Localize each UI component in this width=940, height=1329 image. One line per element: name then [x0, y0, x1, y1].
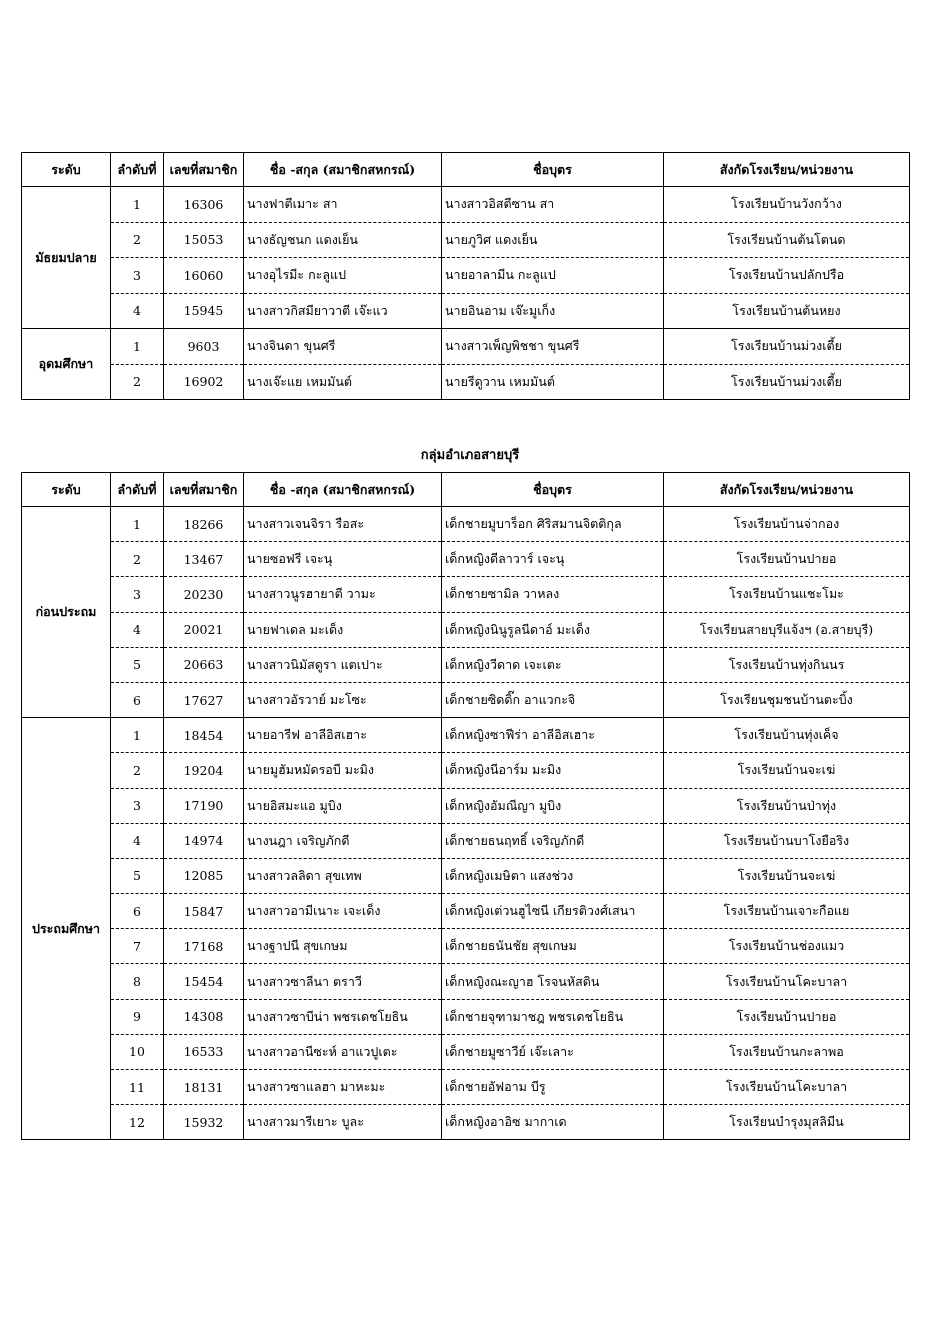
school-cell: โรงเรียนบ้านโคะบาลา	[664, 1070, 910, 1105]
member-no-cell: 18266	[164, 507, 244, 542]
name-cell: นางสาวกิสมียาวาตี เจ๊ะแว	[244, 293, 442, 329]
level-cell: ประถมศึกษา	[22, 718, 111, 1140]
school-cell: โรงเรียนบำรุงมุสลิมีน	[664, 1105, 910, 1140]
member-no-cell: 13467	[164, 542, 244, 577]
school-cell: โรงเรียนบ้านทุ่งกินนร	[664, 647, 910, 682]
table-row	[22, 647, 910, 682]
child-cell: เด็กชายธนันชัย สุขเกษม	[442, 929, 664, 964]
member-no-cell: 15053	[164, 222, 244, 258]
child-cell: เด็กหญิงอาอิซ มากาเด	[442, 1105, 664, 1140]
table-row	[22, 1034, 910, 1069]
order-cell: 4	[111, 293, 164, 329]
members-table-1	[21, 152, 910, 400]
table-row	[22, 222, 910, 258]
table-header-row	[22, 153, 910, 187]
child-cell: เด็กชายซิดดิ๊ก อาแวกะจิ	[442, 682, 664, 717]
school-cell: โรงเรียนบ้านจะเฆ่	[664, 858, 910, 893]
member-no-cell: 14974	[164, 823, 244, 858]
child-cell: เด็กหญิงซาฟีร่า อาลีอิสเฮาะ	[442, 718, 664, 753]
order-cell: 2	[111, 222, 164, 258]
child-cell: นายอินอาม เจ๊ะมูเก็ง	[442, 293, 664, 329]
member-no-cell: 20663	[164, 647, 244, 682]
school-cell: โรงเรียนบ้านม่วงเตี้ย	[664, 329, 910, 365]
order-cell: 5	[111, 647, 164, 682]
table-row	[22, 964, 910, 999]
name-cell: นายซอฟรี เจะนุ	[244, 542, 442, 577]
header-level: ระดับ	[22, 153, 111, 187]
order-cell: 9	[111, 999, 164, 1034]
name-cell: นางสาวซาลีนา ตราวี	[244, 964, 442, 999]
order-cell: 6	[111, 894, 164, 929]
table-row	[22, 542, 910, 577]
child-cell: เด็กชายซามิล วาหลง	[442, 577, 664, 612]
name-cell: นางนฎา เจริญภักดี	[244, 823, 442, 858]
name-cell: นางเจ๊ะแย เหมมันต์	[244, 364, 442, 400]
child-cell: นางสาวเพ็ญพิชชา ขุนศรี	[442, 329, 664, 365]
table-row	[22, 858, 910, 893]
child-cell: เด็กหญิงเต่วนฮูไซนี เกียรติวงศ์เสนา	[442, 894, 664, 929]
child-cell: เด็กชายจุฑามาชฎ พชรเดชโยธิน	[442, 999, 664, 1034]
child-cell: นางสาวอิสตีซาน สา	[442, 187, 664, 223]
header-child: ชื่อบุตร	[442, 153, 664, 187]
order-cell: 1	[111, 329, 164, 365]
member-no-cell: 16060	[164, 258, 244, 294]
table-row	[22, 507, 910, 542]
members-table-2	[21, 472, 910, 1140]
name-cell: นางจินดา ขุนศรี	[244, 329, 442, 365]
school-cell: โรงเรียนชุมชนบ้านตะบิ้ง	[664, 682, 910, 717]
order-cell: 4	[111, 612, 164, 647]
school-cell: โรงเรียนบ้านปายอ	[664, 542, 910, 577]
order-cell: 2	[111, 364, 164, 400]
order-cell: 8	[111, 964, 164, 999]
school-cell: โรงเรียนสายบุรีแจ้งฯ (อ.สายบุรี)	[664, 612, 910, 647]
child-cell: เด็กหญิงวีดาด เจะเตะ	[442, 647, 664, 682]
child-cell: เด็กชายธนฤทธิ์ เจริญภักดี	[442, 823, 664, 858]
name-cell: นางสาวนูรฮายาตี วามะ	[244, 577, 442, 612]
school-cell: โรงเรียนบ้านเจาะกือแย	[664, 894, 910, 929]
member-no-cell: 18131	[164, 1070, 244, 1105]
child-cell: เด็กหญิงเมษิตา แสงช่วง	[442, 858, 664, 893]
child-cell: นายรีดูวาน เหมมันต์	[442, 364, 664, 400]
school-cell: โรงเรียนบ้านวังกว้าง	[664, 187, 910, 223]
member-no-cell: 20230	[164, 577, 244, 612]
header-child: ชื่อบุตร	[442, 473, 664, 507]
school-cell: โรงเรียนบ้านม่วงเตี้ย	[664, 364, 910, 400]
school-cell: โรงเรียนบ้านปายอ	[664, 999, 910, 1034]
member-no-cell: 20021	[164, 612, 244, 647]
level-cell: ก่อนประถม	[22, 507, 111, 718]
order-cell: 2	[111, 542, 164, 577]
header-order: ลำดับที่	[111, 473, 164, 507]
table-row	[22, 929, 910, 964]
name-cell: นางฟาตีเมาะ สา	[244, 187, 442, 223]
order-cell: 3	[111, 788, 164, 823]
school-cell: โรงเรียนบ้านจ่ากอง	[664, 507, 910, 542]
school-cell: โรงเรียนบ้านโคะบาลา	[664, 964, 910, 999]
level-cell: มัธยมปลาย	[22, 187, 111, 329]
table-row	[22, 258, 910, 294]
header-name: ชื่อ -สกุล (สมาชิกสหกรณ์)	[244, 153, 442, 187]
name-cell: นางฐาปนี สุขเกษม	[244, 929, 442, 964]
school-cell: โรงเรียนบ้านช่องแมว	[664, 929, 910, 964]
child-cell: เด็กหญิงนีอาร์ม มะมิง	[442, 753, 664, 788]
name-cell: นางสาวอามีเนาะ เจะเด็ง	[244, 894, 442, 929]
order-cell: 1	[111, 187, 164, 223]
order-cell: 6	[111, 682, 164, 717]
header-school: สังกัดโรงเรียน/หน่วยงาน	[664, 473, 910, 507]
table-row	[22, 187, 910, 223]
table-row	[22, 788, 910, 823]
table-row	[22, 894, 910, 929]
member-no-cell: 15847	[164, 894, 244, 929]
member-no-cell: 17627	[164, 682, 244, 717]
child-cell: เด็กหญิงนินูรูลนีดาอ์ มะเด็ง	[442, 612, 664, 647]
level-cell: อุดมศึกษา	[22, 329, 111, 400]
child-cell: นายอาลามีน กะลูแป	[442, 258, 664, 294]
member-no-cell: 17190	[164, 788, 244, 823]
member-no-cell: 17168	[164, 929, 244, 964]
name-cell: นางสาวมารีเยาะ บูละ	[244, 1105, 442, 1140]
table-row	[22, 1105, 910, 1140]
group-title: กลุ่มอำเภอสายบุรี	[420, 448, 520, 463]
order-cell: 11	[111, 1070, 164, 1105]
child-cell: นายภูวิศ แดงเย็น	[442, 222, 664, 258]
header-order: ลำดับที่	[111, 153, 164, 187]
school-cell: โรงเรียนบ้านบาโงยือริง	[664, 823, 910, 858]
order-cell: 1	[111, 718, 164, 753]
name-cell: นางสาวซาบีน่า พชรเดชโยธิน	[244, 999, 442, 1034]
table-row	[22, 823, 910, 858]
school-cell: โรงเรียนบ้านแชะโมะ	[664, 577, 910, 612]
header-name: ชื่อ -สกุล (สมาชิกสหกรณ์)	[244, 473, 442, 507]
table-row	[22, 577, 910, 612]
child-cell: เด็กชายมูซาวีย์ เจ๊ะเลาะ	[442, 1034, 664, 1069]
name-cell: นายฟาเดล มะเด็ง	[244, 612, 442, 647]
school-cell: โรงเรียนบ้านจะเฆ่	[664, 753, 910, 788]
order-cell: 1	[111, 507, 164, 542]
member-no-cell: 15932	[164, 1105, 244, 1140]
order-cell: 4	[111, 823, 164, 858]
member-no-cell: 18454	[164, 718, 244, 753]
order-cell: 3	[111, 258, 164, 294]
member-no-cell: 14308	[164, 999, 244, 1034]
name-cell: นายมูฮัมหมัดรอบี มะมิง	[244, 753, 442, 788]
school-cell: โรงเรียนบ้านกะลาพอ	[664, 1034, 910, 1069]
header-member-no: เลขที่สมาชิก	[164, 153, 244, 187]
child-cell: เด็กชายมูบาร็อก ศิริสมานจิตติกุล	[442, 507, 664, 542]
table-row	[22, 612, 910, 647]
header-member-no: เลขที่สมาชิก	[164, 473, 244, 507]
child-cell: เด็กหญิงอัมณีญา มูบิง	[442, 788, 664, 823]
name-cell: นางสาวอัรวาย์ มะโซะ	[244, 682, 442, 717]
order-cell: 7	[111, 929, 164, 964]
name-cell: นางสาวซาแลฮา มาหะมะ	[244, 1070, 442, 1105]
school-cell: โรงเรียนบ้านต้นโตนด	[664, 222, 910, 258]
name-cell: นายอิสมะแอ มูบิง	[244, 788, 442, 823]
member-no-cell: 15454	[164, 964, 244, 999]
name-cell: นางอุไรมีะ กะลูแป	[244, 258, 442, 294]
order-cell: 2	[111, 753, 164, 788]
table-row	[22, 718, 910, 753]
member-no-cell: 16902	[164, 364, 244, 400]
order-cell: 3	[111, 577, 164, 612]
table-row	[22, 1070, 910, 1105]
table-row	[22, 364, 910, 400]
school-cell: โรงเรียนบ้านต้นหยง	[664, 293, 910, 329]
member-no-cell: 16533	[164, 1034, 244, 1069]
name-cell: นางธัญชนก แดงเย็น	[244, 222, 442, 258]
name-cell: นางสาวลลิดา สุขเทพ	[244, 858, 442, 893]
table-row	[22, 753, 910, 788]
table-row	[22, 293, 910, 329]
name-cell: นายอารีฟ อาลีอิสเฮาะ	[244, 718, 442, 753]
member-no-cell: 12085	[164, 858, 244, 893]
member-no-cell: 16306	[164, 187, 244, 223]
header-school: สังกัดโรงเรียน/หน่วยงาน	[664, 153, 910, 187]
name-cell: นางสาวนิมัสดูรา แตเปาะ	[244, 647, 442, 682]
table-row	[22, 682, 910, 717]
member-no-cell: 9603	[164, 329, 244, 365]
name-cell: นางสาวอานีซะห์ อาแวปูเตะ	[244, 1034, 442, 1069]
member-no-cell: 19204	[164, 753, 244, 788]
school-cell: โรงเรียนบ้านป่าทุ่ง	[664, 788, 910, 823]
child-cell: เด็กหญิงณะญาฮ โรจนหัสดิน	[442, 964, 664, 999]
order-cell: 10	[111, 1034, 164, 1069]
school-cell: โรงเรียนบ้านปลักปรือ	[664, 258, 910, 294]
table-header-row	[22, 473, 910, 507]
child-cell: เด็กชายอัฟอาม บีรู	[442, 1070, 664, 1105]
order-cell: 12	[111, 1105, 164, 1140]
name-cell: นางสาวเจนจิรา รือสะ	[244, 507, 442, 542]
school-cell: โรงเรียนบ้านทุ่งเค็จ	[664, 718, 910, 753]
table-row	[22, 999, 910, 1034]
child-cell: เด็กหญิงดีลาวาร์ เจะนุ	[442, 542, 664, 577]
order-cell: 5	[111, 858, 164, 893]
header-level: ระดับ	[22, 473, 111, 507]
member-no-cell: 15945	[164, 293, 244, 329]
table-row	[22, 329, 910, 365]
